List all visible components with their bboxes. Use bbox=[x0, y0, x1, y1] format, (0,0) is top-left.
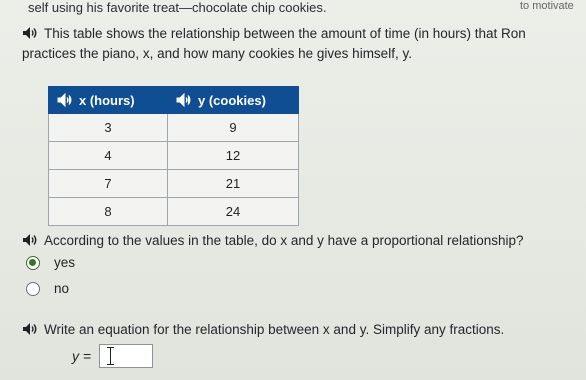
table-row bbox=[49, 198, 299, 226]
header-right-fragment: to motivate bbox=[520, 0, 574, 12]
speaker-icon[interactable] bbox=[22, 233, 38, 247]
data-table bbox=[48, 86, 299, 226]
table-header-x bbox=[49, 87, 168, 114]
intro-text: This table shows the relationship between the amount of time (in hours) that Ron practices the piano, x, and how many cookies he gives himself, y. bbox=[22, 26, 526, 61]
option-no[interactable] bbox=[26, 281, 69, 296]
equation-row bbox=[72, 344, 153, 368]
option-no-label: no bbox=[54, 281, 70, 296]
table-header-y-label: y (cookies) bbox=[198, 92, 266, 108]
table-header-y bbox=[168, 87, 299, 114]
radio-yes[interactable] bbox=[26, 256, 40, 270]
question-equation bbox=[22, 320, 504, 340]
table-cell-x: 3 bbox=[49, 114, 168, 142]
table-row bbox=[49, 142, 299, 170]
speaker-icon[interactable] bbox=[176, 93, 192, 107]
speaker-icon[interactable] bbox=[22, 26, 38, 40]
table-row bbox=[49, 114, 299, 142]
table-cell-y: 9 bbox=[168, 114, 299, 142]
radio-no[interactable] bbox=[26, 282, 40, 296]
option-yes-label: yes bbox=[54, 255, 76, 270]
table-cell-x: 7 bbox=[49, 170, 168, 198]
question-equation-text: Write an equation for the relationship between x and y. Simplify any fractions. bbox=[44, 322, 505, 337]
question-proportional-text: According to the values in the table, do x and y have a proportional relationship? bbox=[44, 233, 524, 248]
text-cursor-icon bbox=[110, 347, 111, 365]
table-cell-x: 8 bbox=[49, 198, 168, 226]
question-proportional bbox=[22, 231, 524, 251]
table-row bbox=[49, 170, 299, 198]
header-fragment: self using his favorite treat—chocolate chip cookies. bbox=[28, 0, 327, 15]
table-cell-y: 24 bbox=[168, 198, 299, 226]
equation-lhs: y = bbox=[72, 348, 92, 364]
table-header-x-label: x (hours) bbox=[79, 92, 135, 108]
answer-input[interactable] bbox=[99, 344, 153, 368]
speaker-icon[interactable] bbox=[57, 93, 73, 107]
table-cell-y: 12 bbox=[168, 142, 299, 170]
table-cell-y: 21 bbox=[168, 170, 299, 198]
option-yes[interactable] bbox=[26, 255, 75, 270]
intro-paragraph bbox=[22, 24, 570, 64]
speaker-icon[interactable] bbox=[22, 322, 38, 336]
table-cell-x: 4 bbox=[49, 142, 168, 170]
